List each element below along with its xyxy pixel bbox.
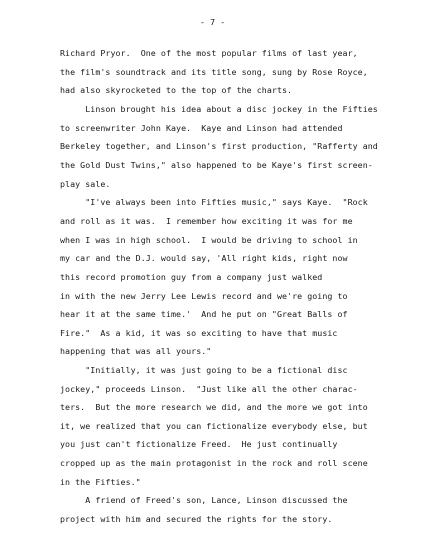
text-line: in the Fifties." xyxy=(60,477,141,487)
text-line: my car and the D.J. would say, 'All right kids, right now xyxy=(60,253,348,263)
text-line: cropped up as the main protagonist in the rock and roll scene xyxy=(60,458,368,468)
text-line: A friend of Freed's son, Lance, Linson discussed the xyxy=(60,495,348,505)
text-line: this record promotion guy from a company just walked xyxy=(60,272,323,282)
text-line: "I've always been into Fifties music," says Kaye. "Rock xyxy=(60,197,368,207)
text-line: when I was in high school. I would be driving to school in xyxy=(60,235,358,245)
text-line: you just can't fictionalize Freed. He just continually xyxy=(60,439,338,449)
text-line: play sale. xyxy=(60,179,111,189)
text-line: ters. But the more research we did, and the more we got into xyxy=(60,402,368,412)
text-line: it, we realized that you can fictionalize everybody else, but xyxy=(60,421,368,431)
text-line: hear it at the same time.' And he put on "Great Balls of xyxy=(60,309,348,319)
text-line: jockey," proceeds Linson. "Just like all the other charac- xyxy=(60,384,358,394)
text-line: Richard Pryor. One of the most popular films of last year, xyxy=(60,48,358,58)
text-line: project with him and secured the rights for the story. xyxy=(60,514,333,524)
page-number: - 7 - xyxy=(200,17,226,27)
text-line: the film's soundtrack and its title song, sung by Rose Royce, xyxy=(60,67,368,77)
text-line: Linson brought his idea about a disc jockey in the Fifties xyxy=(60,104,378,114)
text-line: happening that was all yours." xyxy=(60,346,212,356)
text-line: had also skyrocketed to the top of the charts. xyxy=(60,85,293,95)
text-line: Berkeley together, and Linson's first production, "Rafferty and xyxy=(60,141,378,151)
text-line: the Gold Dust Twins," also happened to be Kaye's first screen- xyxy=(60,160,373,170)
text-line: and roll as it was. I remember how exciting it was for me xyxy=(60,216,353,226)
text-line: to screenwriter John Kaye. Kaye and Linson had attended xyxy=(60,123,343,133)
text-line: in with the new Jerry Lee Lewis record and we're going to xyxy=(60,291,348,301)
text-line: Fire." As a kid, it was so exciting to have that music xyxy=(60,328,338,338)
text-line: "Initially, it was just going to be a fictional disc xyxy=(60,365,348,375)
